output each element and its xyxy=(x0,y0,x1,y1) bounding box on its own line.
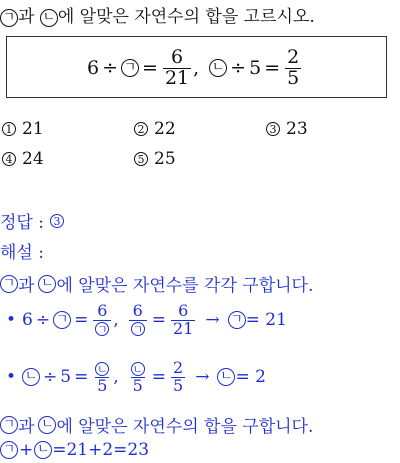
b2-comma: , xyxy=(113,367,119,388)
b2-f1-den: 5 xyxy=(97,375,108,395)
b1-fraction-3 xyxy=(171,303,195,338)
explanation-bullet-2 xyxy=(0,360,266,395)
choice-1[interactable] xyxy=(2,119,44,139)
eq-equals-2: = xyxy=(264,57,281,79)
explanation-line-1 xyxy=(0,271,313,296)
explanation-label-text: 해설 : xyxy=(0,243,44,263)
b1-f3-den: 21 xyxy=(173,318,194,338)
equation-box xyxy=(6,36,387,98)
final-symbol-a-icon: ㄱ xyxy=(0,441,18,459)
b2-arrow-icon: → xyxy=(195,367,210,388)
choice-3[interactable] xyxy=(266,119,308,139)
bullet-2-dot: • xyxy=(6,367,17,388)
eq-fraction-2 xyxy=(285,45,301,89)
b1-f2-den xyxy=(129,320,147,338)
eq-frac1-num: 6 xyxy=(170,45,184,68)
b2-f1-num xyxy=(93,360,111,377)
choice-2-mark-icon: 2 xyxy=(134,122,148,136)
exp4-part2: 에 알맞은 자연수의 합을 구합니다. xyxy=(56,417,314,437)
eq-frac2-num: 2 xyxy=(287,45,300,68)
b2-five: 5 xyxy=(60,367,72,388)
b2-f2-num xyxy=(129,360,147,377)
choice-1-mark-icon: 1 xyxy=(2,122,16,136)
b1-equals-1: = xyxy=(74,310,89,331)
choice-3-mark-icon: 3 xyxy=(266,122,280,136)
exp1-part2: 에 알맞은 자연수를 각각 구합니다. xyxy=(56,276,314,296)
b1-f1-den xyxy=(93,320,111,338)
explanation-line-4 xyxy=(0,412,313,437)
b1-f1-num: 6 xyxy=(97,301,108,320)
b1-fraction-2 xyxy=(129,303,147,338)
b1-div: ÷ xyxy=(35,310,51,331)
choice-4[interactable] xyxy=(2,149,44,169)
b1-f2-den-symbol-icon: ㄱ xyxy=(132,323,144,337)
eq-div-2: ÷ xyxy=(230,57,247,79)
symbol-a-icon: ㄱ xyxy=(0,9,18,27)
eq-symbol-a-icon: ㄱ xyxy=(121,59,139,77)
eq-frac1-den: 21 xyxy=(164,66,190,89)
b1-fraction-1 xyxy=(93,303,111,338)
b1-f3-num: 6 xyxy=(178,301,189,320)
eq-equals-1: = xyxy=(142,57,158,79)
b2-div: ÷ xyxy=(43,367,58,388)
question-part1: 과 xyxy=(18,7,35,27)
answer-label: 정답 : xyxy=(0,213,44,233)
eq-comma: , xyxy=(193,57,200,79)
choice-2-value: 22 xyxy=(154,119,176,139)
b2-f1-num-symbol-icon: ㄴ xyxy=(97,362,108,376)
eq-six: 6 xyxy=(87,57,100,79)
b2-f3-den: 5 xyxy=(173,375,184,395)
exp4-part1: 과 xyxy=(18,417,35,437)
eq-fraction-1 xyxy=(163,45,191,89)
b1-result: = 21 xyxy=(245,310,287,331)
b1-comma: , xyxy=(113,310,119,331)
choice-4-value: 24 xyxy=(22,149,44,169)
b1-six: 6 xyxy=(22,310,33,331)
b2-f2-den: 5 xyxy=(132,375,143,395)
b1-equals-2: = xyxy=(151,310,167,331)
b1-result-symbol-icon: ㄱ xyxy=(228,311,246,329)
explanation-bullet-1 xyxy=(0,303,287,338)
choice-1-value: 21 xyxy=(22,119,44,139)
b2-symbol-b-icon: ㄴ xyxy=(22,368,40,386)
exp4-symbol-b-icon: ㄴ xyxy=(38,416,56,434)
choice-2[interactable] xyxy=(134,119,176,139)
symbol-b-icon: ㄴ xyxy=(40,9,58,27)
explanation-final xyxy=(0,440,149,460)
explanation-label xyxy=(0,238,44,263)
b2-fraction-1 xyxy=(93,360,111,395)
choice-3-value: 23 xyxy=(286,119,308,139)
answer-line xyxy=(0,208,64,233)
exp1-symbol-b-icon: ㄴ xyxy=(38,275,56,293)
b2-f2-num-symbol-icon: ㄴ xyxy=(132,362,144,376)
equation xyxy=(87,37,303,99)
final-sum: =21+2=23 xyxy=(52,440,150,460)
exp1-part1: 과 xyxy=(18,276,35,296)
choice-5-value: 25 xyxy=(154,149,176,169)
b2-fraction-3 xyxy=(171,360,185,395)
b1-f2-num: 6 xyxy=(132,301,143,320)
b2-result-symbol-icon: ㄴ xyxy=(217,368,235,386)
b1-symbol-a-icon: ㄱ xyxy=(53,311,71,329)
b2-equals-1: = xyxy=(74,367,89,388)
final-plus: + xyxy=(19,440,34,460)
question-text xyxy=(0,2,315,27)
b2-equals-2: = xyxy=(151,367,167,388)
b2-result: = 2 xyxy=(235,367,266,388)
eq-five: 5 xyxy=(249,57,262,79)
choice-5[interactable] xyxy=(134,149,176,169)
exp1-symbol-a-icon: ㄱ xyxy=(0,275,18,293)
final-symbol-b-icon: ㄴ xyxy=(34,441,52,459)
answer-mark-icon: 3 xyxy=(50,214,64,228)
b2-fraction-2 xyxy=(129,360,147,395)
choice-4-mark-icon: 4 xyxy=(2,152,16,166)
eq-frac2-den: 5 xyxy=(287,66,300,89)
eq-symbol-b-icon: ㄴ xyxy=(209,59,227,77)
question-part2: 에 알맞은 자연수의 합을 고르시오. xyxy=(57,7,315,27)
b1-f1-den-symbol-icon: ㄱ xyxy=(97,323,108,337)
choice-5-mark-icon: 5 xyxy=(134,152,148,166)
b2-f3-num: 2 xyxy=(173,358,184,377)
bullet-1-dot: • xyxy=(6,310,17,331)
exp4-symbol-a-icon: ㄱ xyxy=(0,416,18,434)
eq-div-1: ÷ xyxy=(102,57,119,79)
b1-arrow-icon: → xyxy=(205,310,220,331)
